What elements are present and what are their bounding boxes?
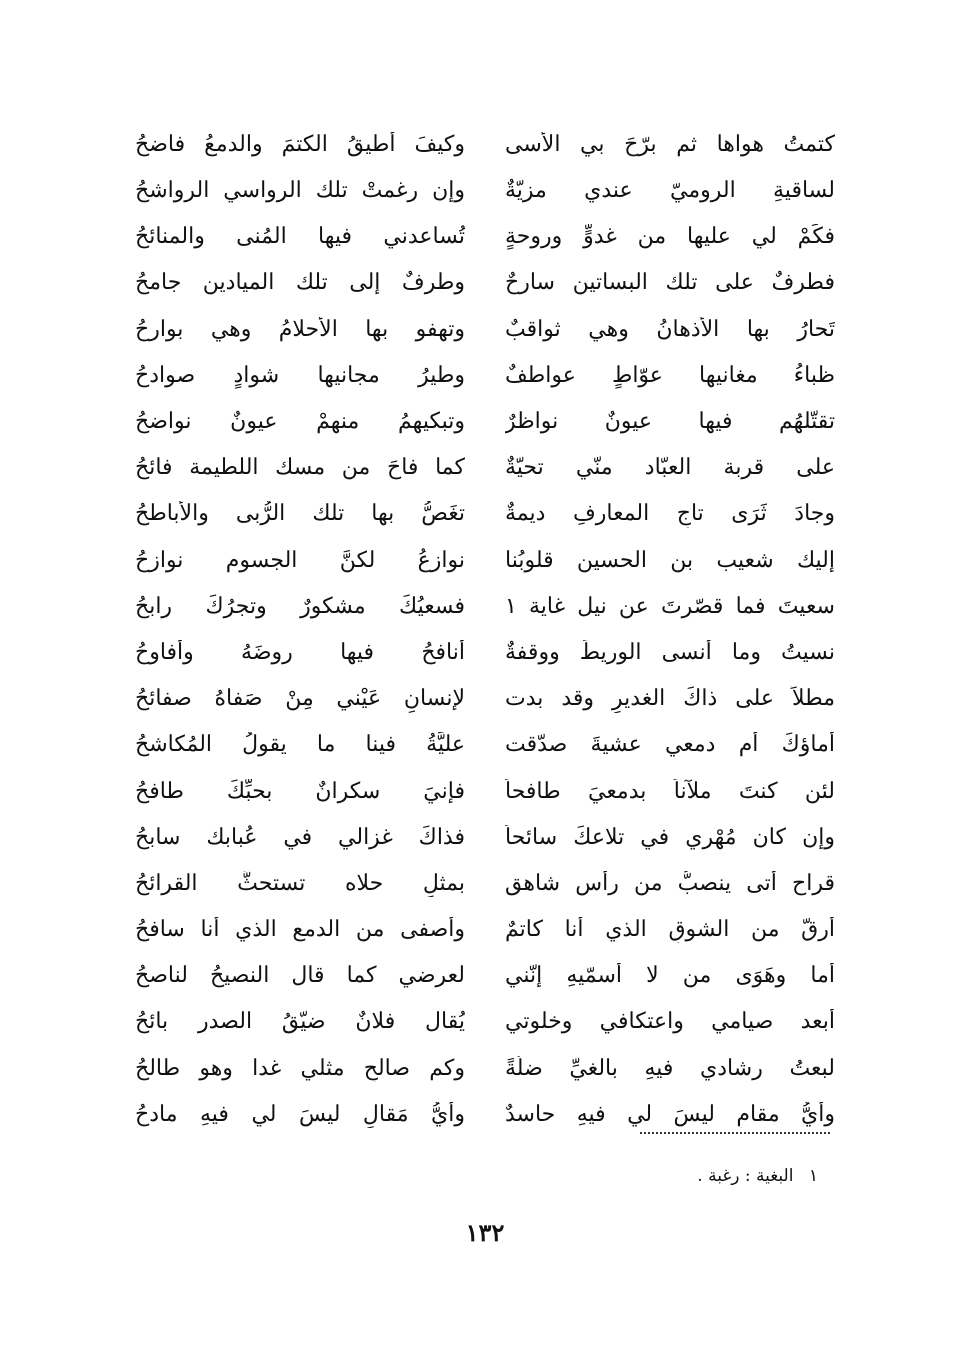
first-hemistich: فكَمْ لي عليها من غدوٍّ وروحةٍ: [505, 224, 835, 250]
verse-line: [135, 399, 835, 445]
first-hemistich: لبعتُ رشادي فيهِ بالغيِّ ضلّةً: [505, 1055, 835, 1081]
second-hemistich: فإنيَ سكرانٌ بحبِّكَ طافحُ: [135, 778, 465, 804]
verse-line: [135, 214, 835, 260]
first-hemistich: كتمتُ هواها ثم برّحَ بي الأسى: [505, 131, 835, 157]
first-hemistich: أما وهَوَى من لا أسمّيهِ إنّني: [505, 963, 835, 989]
verse-line: [135, 445, 835, 491]
first-hemistich: لساقيةِ الروميّ عندي مزيّةٌ: [505, 178, 835, 204]
verse-line: [135, 168, 835, 214]
second-hemistich: أنافحُ فيها روضَهُ وأفاوحُ: [135, 639, 465, 665]
verse-line: [135, 861, 835, 907]
verse-line: [135, 353, 835, 399]
second-hemistich: وتبكيهمُ منهمْ عيونٌ نواضحُ: [135, 409, 465, 435]
first-hemistich: مطلاً على ذاكَ الغديرِ وقد بدت: [505, 686, 835, 712]
second-hemistich: تُساعدني فيها المُنى والمنائحُ: [135, 224, 465, 250]
second-hemistich: وتهفو بها الأحلامُ وهي بوارحُ: [135, 316, 465, 342]
second-hemistich: وأصفى من الدمع الذي أنا سافحُ: [135, 917, 465, 943]
verse-line: [135, 722, 835, 768]
verse-line: [135, 261, 835, 307]
second-hemistich: فذاكَ غزالي في عُبابك سابحُ: [135, 824, 465, 850]
first-hemistich: أبعد صيامي واعتكافي وخلوتي: [505, 1009, 835, 1035]
second-hemistich: وإن رغمتْ تلك الرواسي الرواشحُ: [135, 178, 465, 204]
footnote-divider: [640, 1132, 830, 1134]
second-hemistich: وكم صالحٍ مثلي غدا وهو طالحُ: [135, 1055, 465, 1081]
first-hemistich: لئن كنتَ ملآناً بدمعيَ طافحاً: [505, 778, 835, 804]
first-hemistich: فطرفٌ على تلك البساتين سارحٌ: [505, 270, 835, 296]
verse-line: [135, 307, 835, 353]
second-hemistich: عليَّةُ فينا ما يقولُ المُكاشحُ: [135, 732, 465, 758]
verse-line: [135, 584, 835, 630]
first-hemistich: أماؤكَ أم دمعي عشيةَ صدّقت: [505, 732, 835, 758]
verse-line: [135, 1046, 835, 1092]
first-hemistich: وأيُّ مقامٍ ليسَ لي فيهِ حاسدٌ: [505, 1101, 835, 1127]
first-hemistich: تَحارُ بها الأذهانُ وهي ثواقبٌ: [505, 316, 835, 342]
first-hemistich: نسيتُ وما أنسى الوريطَ ووقفةٌ: [505, 639, 835, 665]
first-hemistich: وإن كان مُهْري في تلاعكَ سائحاً: [505, 824, 835, 850]
second-hemistich: وكيفَ أطيقُ الكتمَ والدمعُ فاضحُ: [135, 131, 465, 157]
second-hemistich: يُقال فلانٌ ضيّقُ الصدر بائحُ: [135, 1009, 465, 1035]
second-hemistich: لإنسانِ عَيْني مِنْ صَفاهُ صفائحُ: [135, 686, 465, 712]
second-hemistich: تغَصُّ بها تلك الرُّبى والأباطحُ: [135, 501, 465, 527]
first-hemistich: أرقّ من الشوقِ الذي أنا كاتمٌ: [505, 917, 835, 943]
first-hemistich: ظباءُ مغانيها عوّاطٍ عواطفٌ: [505, 362, 835, 388]
verse-line: [135, 1000, 835, 1046]
verse-line: [135, 538, 835, 584]
verse-line: [135, 630, 835, 676]
page-number: ١٣٢: [465, 1218, 505, 1247]
verse-line: [135, 492, 835, 538]
first-hemistich: إليك شعيب بن الحسين قلوبُنا: [505, 547, 835, 573]
verse-line: [135, 907, 835, 953]
verse-line: [135, 676, 835, 722]
second-hemistich: وأيُّ مَقالٍ ليسَ لي فيهِ مادحُ: [135, 1101, 465, 1127]
first-hemistich: تقتّلهُم فيها عيونٌ نواظرٌ: [505, 409, 835, 435]
first-hemistich: وجادَ ثَرَى تاجِ المعارفِ ديمةٌ: [505, 501, 835, 527]
footnote-text: البغية : رغبة .: [697, 1166, 794, 1186]
verse-line: [135, 122, 835, 168]
poem-body: [135, 122, 835, 1138]
second-hemistich: بمثلِ حلاه تستحثُّ القرائحُ: [135, 870, 465, 896]
first-hemistich: قراح أتى ينصبُّ من رأس شاهق: [505, 870, 835, 896]
verse-line: [135, 953, 835, 999]
second-hemistich: نوازعُ لكنَّ الجسوم نوازحُ: [135, 547, 465, 573]
second-hemistich: فسعيُكَ مشكورٌ وتجرُكَ رابحُ: [135, 593, 465, 619]
footnote: [697, 1166, 818, 1186]
second-hemistich: وطرفٌ إلى تلك الميادين جامحُ: [135, 270, 465, 296]
footnote-number: ١: [808, 1166, 818, 1186]
first-hemistich: على قربة العبّاد منّي تحيّةٌ: [505, 455, 835, 481]
second-hemistich: وطيرُ مجانيها شوادٍ صوادحُ: [135, 362, 465, 388]
second-hemistich: لعرضي كما قال النصيحُ لناصحُ: [135, 963, 465, 989]
second-hemistich: كما فاحَ من مسك اللطيمة فائحُ: [135, 455, 465, 481]
first-hemistich: سعيتَ فما قصّرتَ عن نيل غاية ١: [505, 593, 835, 619]
verse-line: [135, 815, 835, 861]
verse-line: [135, 769, 835, 815]
